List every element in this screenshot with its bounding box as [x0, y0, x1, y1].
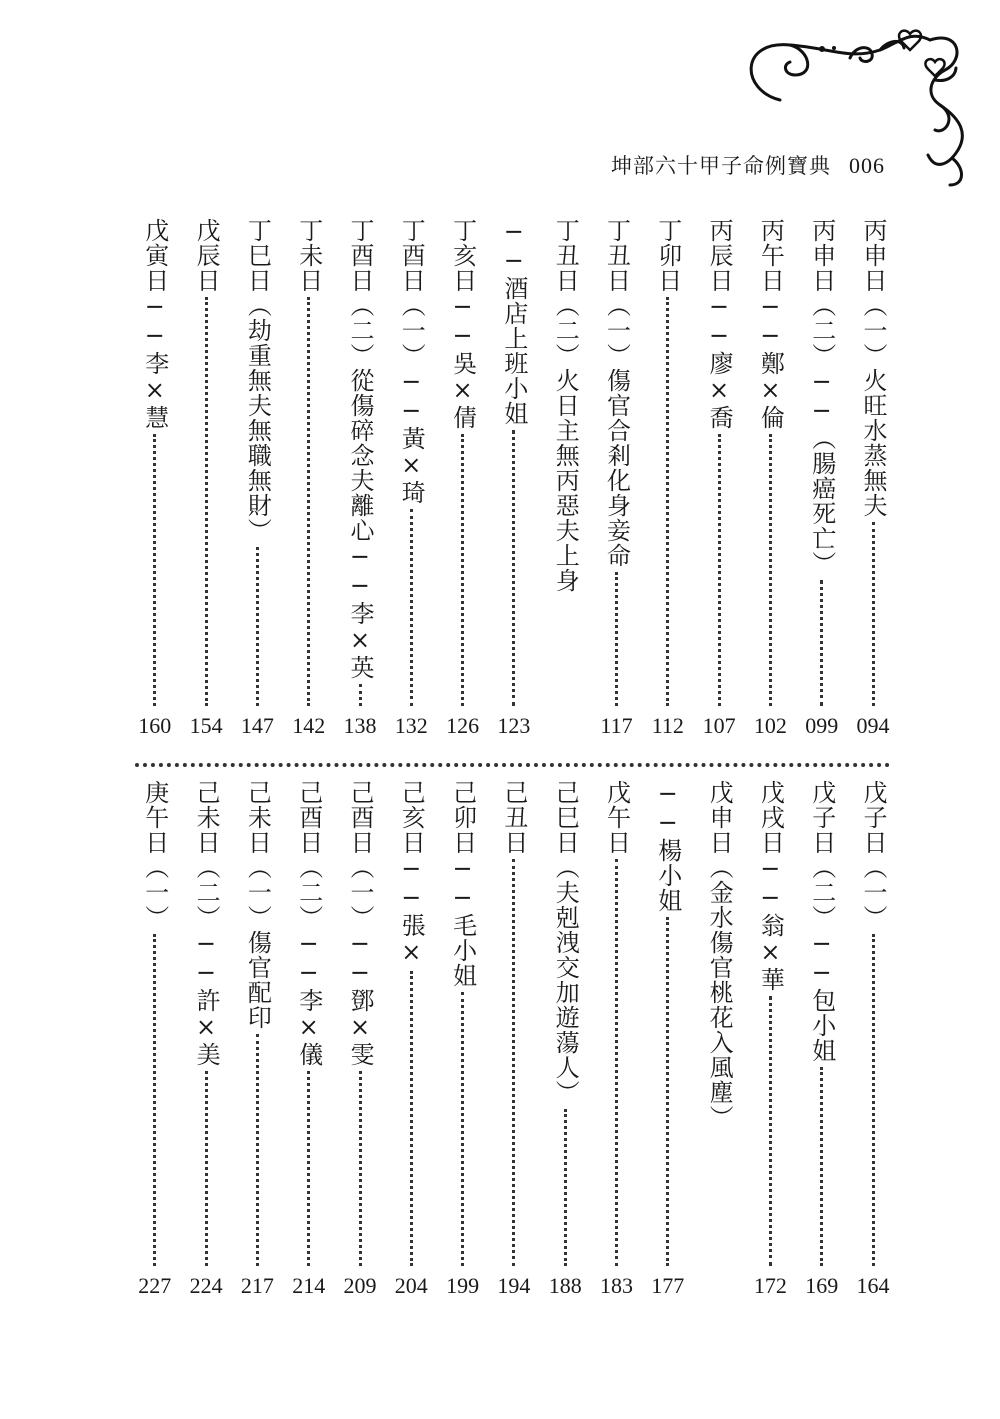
- toc-entry: [234, 780, 280, 1298]
- toc-entry: [491, 780, 537, 1298]
- toc-entry: [645, 218, 691, 738]
- toc-entry: [696, 780, 742, 1298]
- toc-entry-title: 己巳日（夫剋洩交加遊蕩人）: [551, 780, 580, 1105]
- toc-page-number: 132: [394, 713, 428, 738]
- dot-leader: [153, 434, 156, 706]
- toc-page-number: 142: [292, 713, 326, 738]
- book-title: 坤部六十甲子命例寶典: [611, 154, 831, 178]
- toc-entry-title: 丁酉日（一）──黃×琦: [397, 218, 426, 505]
- toc-entry-title: 戊午日: [602, 780, 631, 855]
- dot-leader: [410, 971, 413, 1266]
- dot-leader: [769, 996, 772, 1266]
- dot-leader: [153, 934, 156, 1266]
- toc-entry-title: ──楊小姐: [653, 780, 682, 913]
- toc-entry-title: 丁巳日（劫重無夫無職無財）: [243, 218, 272, 543]
- dot-leader: [615, 572, 618, 706]
- toc-entry: [440, 218, 486, 738]
- toc-page-number: 126: [446, 713, 480, 738]
- toc-entry: [234, 218, 280, 738]
- toc-page-number: 214: [292, 1273, 326, 1298]
- toc-entry-title: 丙午日──鄭×倫: [756, 218, 785, 430]
- header-page-number: 006: [849, 153, 885, 178]
- toc-entry-title: 戊子日（一）: [859, 780, 887, 930]
- toc-entry-title: 丙申日（二）──（腸癌死亡）: [807, 218, 836, 576]
- toc-page-number: 112: [651, 713, 684, 738]
- toc-entry-title: 庚午日（一）: [140, 780, 169, 930]
- toc-page-number: 217: [240, 1273, 274, 1298]
- dot-leader: [205, 297, 208, 706]
- dot-leader: [718, 434, 721, 706]
- dot-leader: [359, 684, 362, 706]
- toc-page-number: 199: [446, 1273, 480, 1298]
- toc-entry-title: 己未日（二）──許×美: [192, 780, 221, 1067]
- toc-page-number: 107: [702, 713, 736, 738]
- dot-leader: [461, 434, 464, 706]
- toc-page-number: 164: [856, 1273, 890, 1298]
- dot-leader: [820, 1067, 823, 1266]
- dot-leader: [872, 522, 875, 706]
- toc-entry-title: 戊申日（金水傷官桃花入風塵）: [705, 780, 734, 1130]
- toc-entry: [799, 218, 845, 738]
- toc-page-number: 123: [497, 713, 531, 738]
- dot-leader: [615, 859, 618, 1266]
- toc-entry: [132, 780, 178, 1298]
- toc-entry-title: 丁亥日──吳×倩: [448, 218, 477, 430]
- toc-page-number: 160: [138, 713, 172, 738]
- toc-page-number: 147: [240, 713, 274, 738]
- toc-entry-title: 戊寅日──李×慧: [140, 218, 169, 430]
- dot-leader: [666, 917, 669, 1266]
- dot-leader: [461, 992, 464, 1266]
- toc-page-number: 172: [753, 1273, 787, 1298]
- dot-leader: [512, 430, 515, 706]
- toc-page-number: 194: [497, 1273, 531, 1298]
- toc-page-number: 094: [856, 713, 890, 738]
- toc-entry-title: 丙辰日──廖×喬: [705, 218, 734, 430]
- section-divider: [135, 763, 890, 767]
- toc-entry-title: 己酉日（二）──李×儀: [294, 780, 323, 1067]
- toc-entry: [337, 218, 383, 738]
- toc-entry: [337, 780, 383, 1298]
- toc-entry-title: 己未日（一）傷官配印: [243, 780, 272, 1030]
- toc-entry: [491, 218, 537, 738]
- dot-leader: [564, 1109, 567, 1266]
- toc-entry: [799, 780, 845, 1298]
- toc-entry-title: 戊辰日: [192, 218, 221, 293]
- toc-page-number: 177: [651, 1273, 685, 1298]
- toc-entry-title: 丁卯日: [653, 218, 682, 293]
- dot-leader: [307, 297, 310, 706]
- toc-page-number: 209: [343, 1273, 377, 1298]
- toc-page-number: 204: [394, 1273, 428, 1298]
- toc-page-number: 227: [138, 1273, 172, 1298]
- dot-leader: [256, 1034, 259, 1266]
- toc-page-number: 102: [753, 713, 787, 738]
- toc-entry: [542, 218, 588, 738]
- toc-entry: [286, 780, 332, 1298]
- toc-entry: [388, 780, 434, 1298]
- toc-page-number: 183: [600, 1273, 633, 1298]
- toc-entry-title: 丁丑日（一）傷官合剎化身妾命: [602, 218, 631, 568]
- toc-entry: [594, 218, 640, 738]
- toc-entry-title: 己亥日──張×: [397, 780, 426, 967]
- toc-entry-title: 丁未日: [294, 218, 323, 293]
- toc-entry: [594, 780, 640, 1298]
- toc-entry: [183, 218, 229, 738]
- dot-leader: [872, 934, 875, 1266]
- dot-leader: [359, 1071, 362, 1266]
- dot-leader: [307, 1071, 310, 1266]
- toc-page-number: 169: [805, 1273, 839, 1298]
- dot-leader: [410, 509, 413, 706]
- toc-entry-title: 己卯日──毛小姐: [448, 780, 477, 988]
- dot-leader: [666, 297, 669, 706]
- toc-entry: [132, 218, 178, 738]
- toc-entry-title: 丁酉日（二）從傷碎念夫離心──李×英: [346, 218, 374, 680]
- toc-entry: [747, 780, 793, 1298]
- toc-page-number: 188: [548, 1273, 582, 1298]
- toc-entry: [388, 218, 434, 738]
- toc-entry-title: 丁丑日（二）火日主無丙惡夫上身: [551, 218, 580, 593]
- toc-page-number: 117: [600, 713, 633, 738]
- dot-leader: [205, 1071, 208, 1266]
- toc-page-number: 154: [189, 713, 223, 738]
- toc-entry: [747, 218, 793, 738]
- dot-leader: [820, 580, 823, 706]
- toc-entry-title: 己酉日（一）──鄧×雯: [346, 780, 374, 1067]
- toc-entry: [696, 218, 742, 738]
- toc-entry-title: 己丑日: [499, 780, 528, 855]
- toc-entry: [183, 780, 229, 1298]
- toc-page-number: 224: [189, 1273, 223, 1298]
- toc-page-number: 099: [805, 713, 839, 738]
- toc-entry-title: 戊戌日──翁×華: [756, 780, 785, 992]
- toc-entry-title: 戊子日（二）──包小姐: [807, 780, 836, 1063]
- dot-leader: [512, 859, 515, 1266]
- toc-entry: [440, 780, 486, 1298]
- toc-entry: [286, 218, 332, 738]
- toc-entry: [850, 780, 896, 1298]
- toc-entry: [850, 218, 896, 738]
- toc-page-number: 138: [343, 713, 377, 738]
- toc-entry-title: ──酒店上班小姐: [499, 218, 528, 426]
- toc-entry: [645, 780, 691, 1298]
- dot-leader: [769, 434, 772, 706]
- dot-leader: [256, 547, 259, 706]
- toc-entry: [542, 780, 588, 1298]
- toc-entry-title: 丙申日（一）火旺水蒸無夫: [859, 218, 887, 518]
